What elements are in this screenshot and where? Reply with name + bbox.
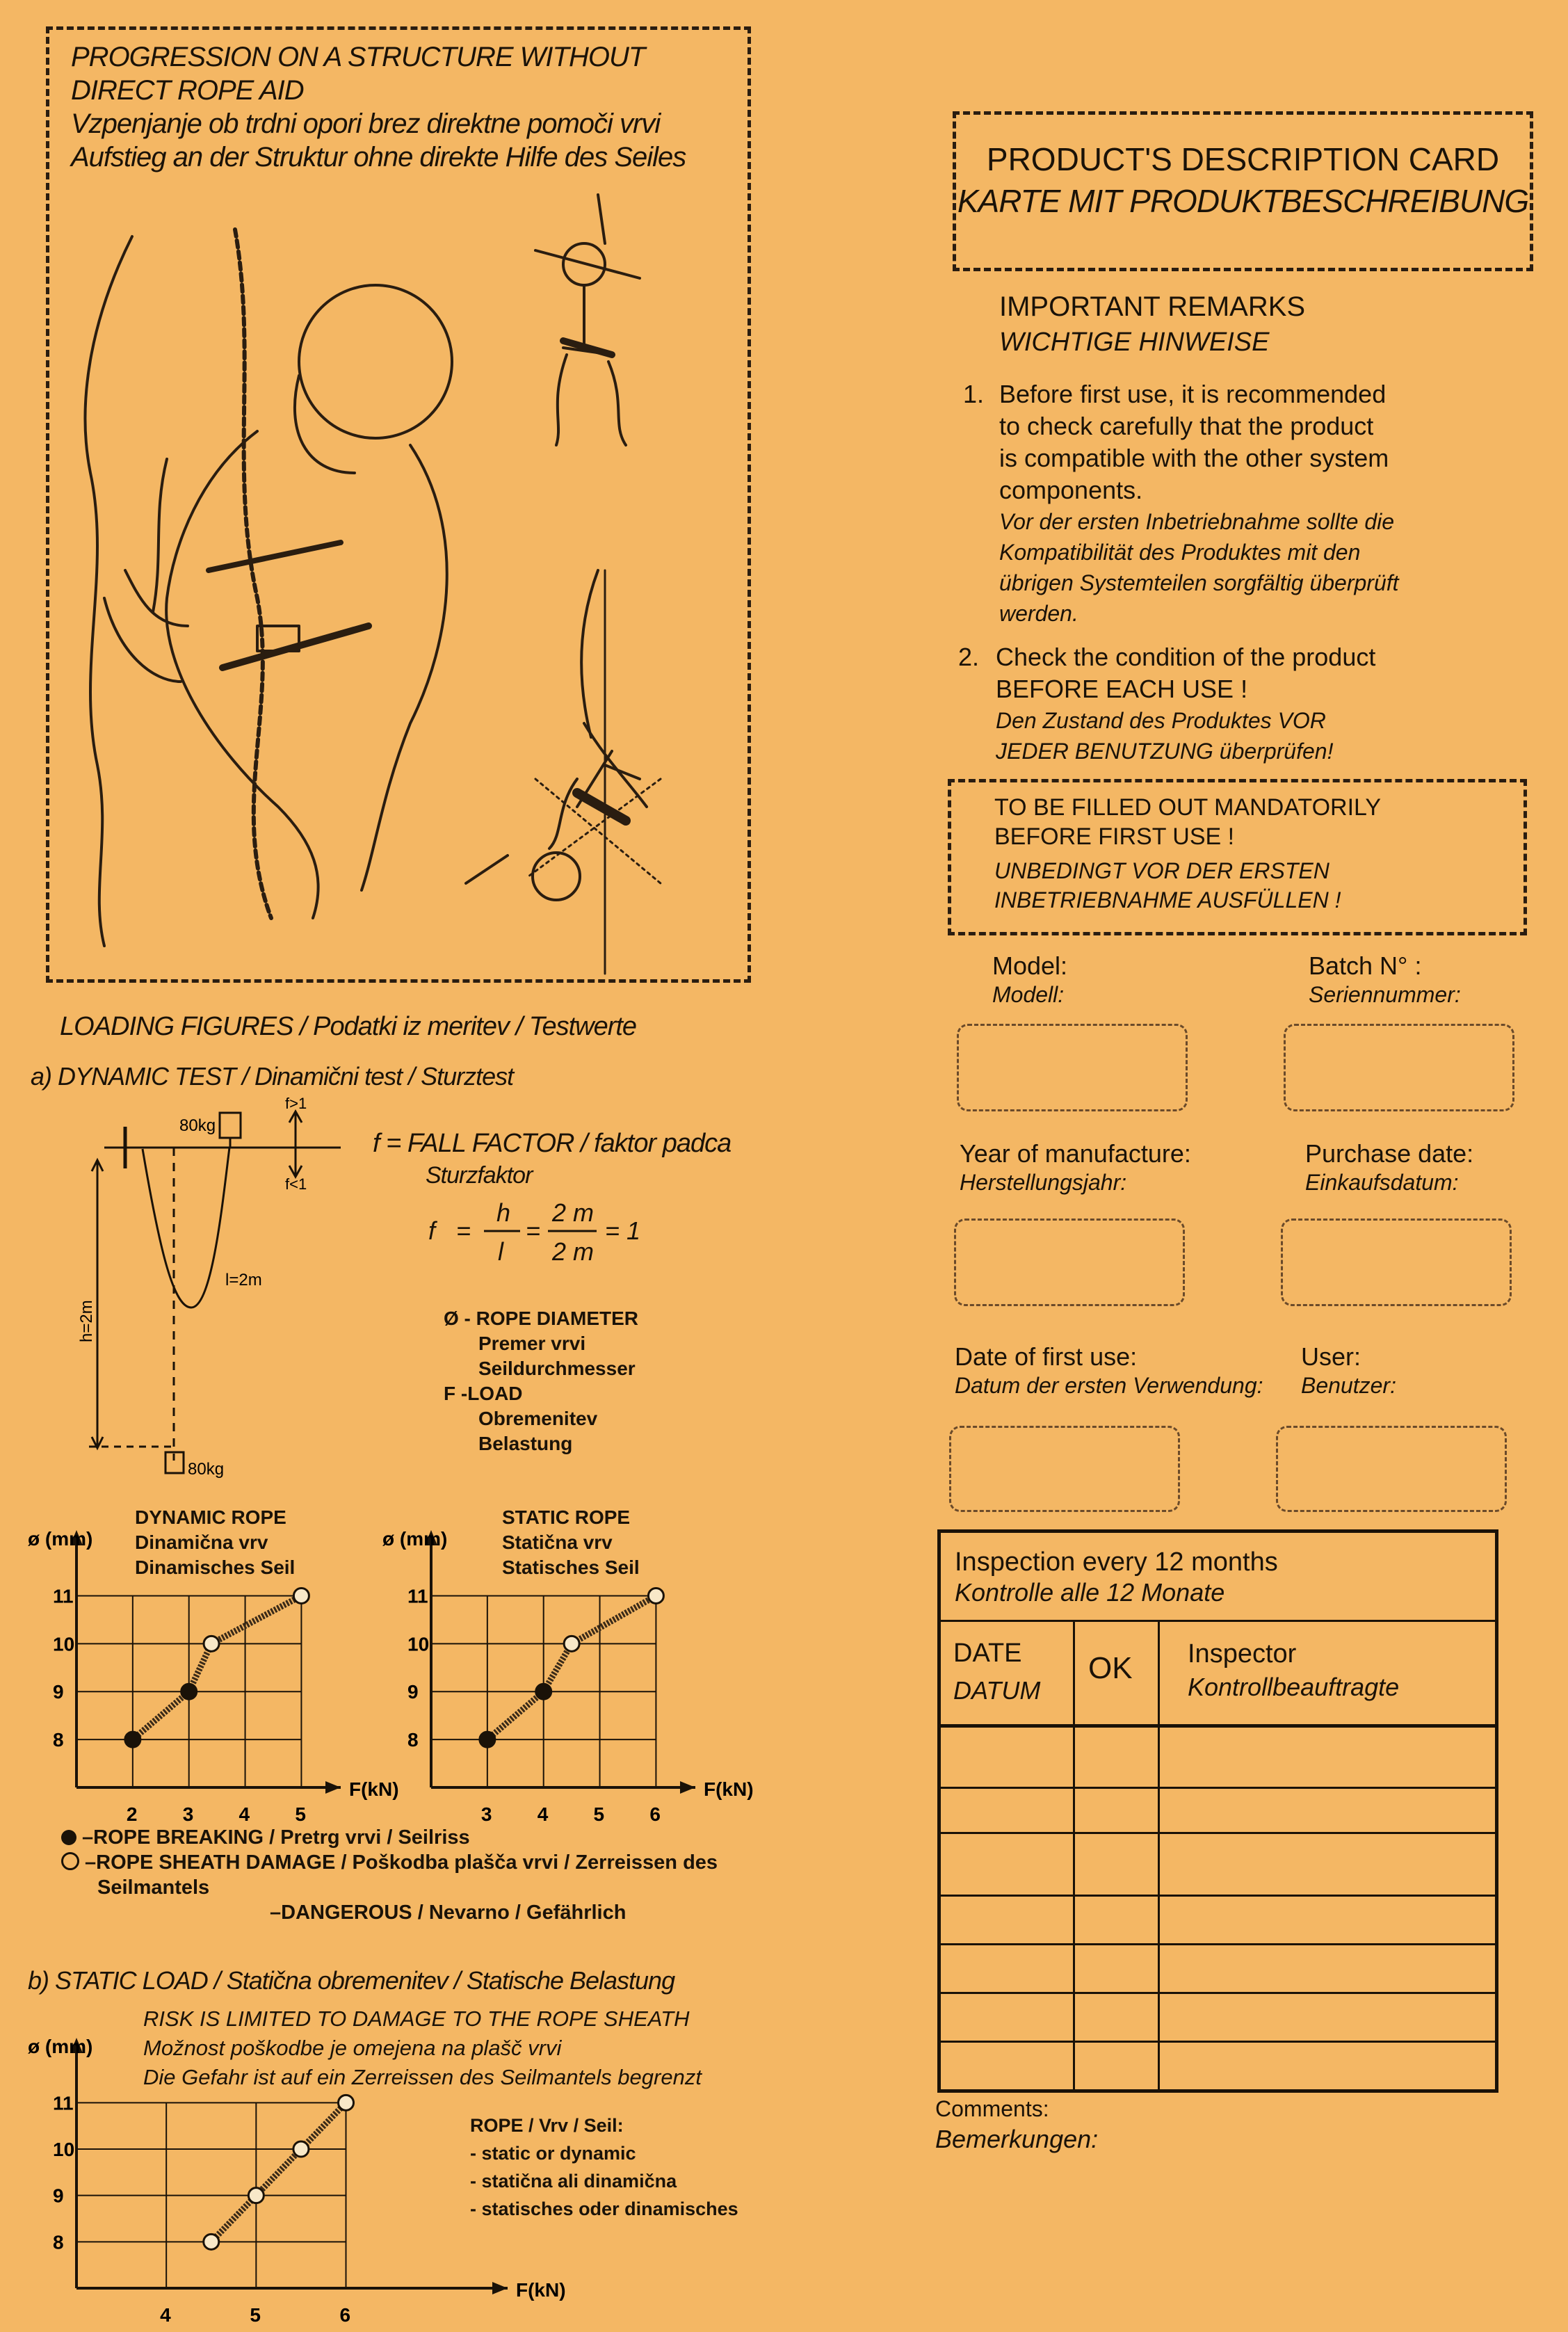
first-use-label-de: Datum der ersten Verwendung: xyxy=(955,1373,1263,1398)
x-tick-label: 2 xyxy=(126,1803,138,1825)
svg-text:2 m: 2 m xyxy=(552,1198,595,1227)
static-load-heading: b) STATIC LOAD / Statična obremenitev / Statische Belastung xyxy=(28,1966,675,1995)
x-tick-label: 3 xyxy=(182,1803,194,1825)
comments-label-en: Comments: xyxy=(935,2096,1049,2121)
remark-1-en-1: Before first use, it is recommended xyxy=(999,380,1387,408)
point-sheath-damage xyxy=(564,1636,579,1651)
point-sheath-damage xyxy=(339,2095,354,2110)
model-label xyxy=(992,951,1067,1008)
purchase-label-en: Purchase date: xyxy=(1305,1139,1474,1168)
user-label-en: User: xyxy=(1301,1342,1361,1371)
static-rope-chart xyxy=(382,1495,765,1843)
fall-diagram xyxy=(76,1095,369,1488)
chart2-title: STATIC ROPE xyxy=(502,1506,631,1528)
y-axis-label: ø (mm) xyxy=(382,1528,448,1550)
remark-2-de-2: JEDER BENUTZUNG überprüfen! xyxy=(996,739,1334,764)
f-less-label: f<1 xyxy=(285,1175,307,1193)
batch-label-en: Batch N° : xyxy=(1309,951,1422,980)
y-tick-label: 9 xyxy=(407,1681,419,1703)
point-rope-breaking xyxy=(536,1684,551,1699)
dynamic-test-heading: a) DYNAMIC TEST / Dinamični test / Sturztest xyxy=(31,1062,514,1091)
fall-factor-line1: f = FALL FACTOR / faktor padca xyxy=(373,1129,732,1158)
remark-1-num: 1. xyxy=(963,380,985,408)
mass-bottom-label: 80kg xyxy=(188,1460,225,1479)
x-tick-label: 6 xyxy=(339,2304,351,2326)
title-sl: Vzpenjanje ob trdni opori brez direktne pomoči vrvi xyxy=(71,108,661,139)
mandatory-box xyxy=(948,779,1527,935)
filled-dot-icon xyxy=(61,1830,76,1845)
point-sheath-damage xyxy=(204,2234,219,2249)
x-axis-label: F(kN) xyxy=(516,2279,566,2301)
model-field[interactable] xyxy=(957,1024,1188,1111)
remark-1-de-2: Kompatibilität des Produktes mit den xyxy=(999,540,1361,565)
batch-field[interactable] xyxy=(1284,1024,1514,1111)
open-dot-icon xyxy=(61,1852,79,1870)
remark-2 xyxy=(996,641,1496,766)
rope-types-title: ROPE / Vrv / Seil: xyxy=(470,2115,624,2136)
chart1-title: DYNAMIC ROPE xyxy=(135,1506,286,1528)
point-sheath-damage xyxy=(204,1636,219,1651)
remark-1-en-3: is compatible with the other system xyxy=(999,444,1389,472)
y-axis-label: ø (mm) xyxy=(28,1528,93,1550)
title-en: PROGRESSION ON A STRUCTURE WITHOUT DIRECT ROPE AID xyxy=(71,42,645,106)
chart2-subtitle-sl: Statična vrv xyxy=(502,1531,613,1553)
x-tick-label: 5 xyxy=(295,1803,306,1825)
l-label: l=2m xyxy=(225,1271,262,1289)
h-label: h=2m xyxy=(77,1300,96,1342)
y-tick-label: 10 xyxy=(53,2139,75,2160)
year-label xyxy=(960,1139,1191,1196)
legend-load-sl: Obremenitev xyxy=(478,1408,598,1429)
first-use-label xyxy=(955,1342,1263,1399)
mandatory-en-2: BEFORE FIRST USE ! xyxy=(994,823,1235,850)
point-rope-breaking xyxy=(181,1684,197,1699)
symbol-legend xyxy=(444,1306,708,1456)
rope-types xyxy=(470,2112,738,2223)
col-date-de: DATUM xyxy=(953,1676,1041,1705)
inspection-title-de: Kontrolle alle 12 Monate xyxy=(955,1578,1225,1607)
year-label-de: Herstellungsjahr: xyxy=(960,1170,1127,1195)
chart1-subtitle-sl: Dinamična vrv xyxy=(135,1531,268,1553)
remark-2-en-2: BEFORE EACH USE ! xyxy=(996,675,1248,703)
illustration-title xyxy=(71,40,725,174)
x-axis-arrow xyxy=(492,2282,508,2294)
risk-sl: Možnost poškodbe je omejena na plašč vrvi xyxy=(143,2036,562,2060)
remark-1-de-1: Vor der ersten Inbetriebnahme sollte die xyxy=(999,509,1395,534)
svg-text:l: l xyxy=(498,1237,503,1266)
remark-1-en-4: components. xyxy=(999,476,1143,504)
y-tick-label: 9 xyxy=(53,2185,64,2207)
remark-2-de-1: Den Zustand des Produktes VOR xyxy=(996,708,1326,733)
key-dangerous: –DANGEROUS / Nevarno / Gefährlich xyxy=(270,1901,627,1924)
svg-text:h: h xyxy=(496,1198,511,1227)
remarks-heading-de: WICHTIGE HINWEISE xyxy=(999,328,1270,357)
svg-text:=: = xyxy=(456,1216,471,1245)
svg-text:f: f xyxy=(428,1216,436,1245)
y-tick-label: 9 xyxy=(53,1681,64,1703)
remark-1-en-2: to check carefully that the product xyxy=(999,412,1374,440)
y-tick-label: 11 xyxy=(53,1585,74,1607)
risk-en: RISK IS LIMITED TO DAMAGE TO THE ROPE SHEATH xyxy=(143,2007,690,2031)
model-label-de: Modell: xyxy=(992,982,1065,1007)
col-date-header xyxy=(953,1634,1040,1709)
col-inspector-en: Inspector xyxy=(1188,1639,1297,1668)
batch-label xyxy=(1309,951,1461,1008)
x-axis-arrow xyxy=(680,1781,695,1794)
y-tick-label: 8 xyxy=(53,2231,64,2253)
inspection-title-en: Inspection every 12 months xyxy=(955,1547,1278,1577)
svg-text:= 1: = 1 xyxy=(605,1216,641,1245)
f-greater-label: f>1 xyxy=(285,1095,307,1112)
user-field[interactable] xyxy=(1276,1426,1507,1512)
fall-factor-formula xyxy=(424,1191,654,1274)
series-line xyxy=(487,1595,656,1739)
year-label-en: Year of manufacture: xyxy=(960,1139,1191,1168)
y-tick-label: 10 xyxy=(53,1633,75,1655)
point-sheath-damage xyxy=(293,2141,309,2157)
x-axis-arrow xyxy=(325,1781,341,1794)
title-de: Aufstieg an der Struktur ohne direkte Hilfe des Seiles xyxy=(71,142,686,172)
y-tick-label: 11 xyxy=(53,2092,74,2114)
risk-de: Die Gefahr ist auf ein Zerreissen des Seilmantels begrenzt xyxy=(143,2065,702,2089)
svg-text:=: = xyxy=(526,1216,541,1245)
x-axis-label: F(kN) xyxy=(349,1778,399,1800)
inspection-title xyxy=(955,1547,1278,1608)
y-tick-label: 11 xyxy=(407,1585,428,1607)
svg-text:2 m: 2 m xyxy=(552,1237,595,1266)
remark-2-en-1: Check the condition of the product xyxy=(996,643,1376,671)
x-tick-label: 6 xyxy=(649,1803,661,1825)
x-tick-label: 4 xyxy=(160,2304,171,2326)
rope-types-c: - statisches oder dinamisches xyxy=(470,2198,738,2219)
series-line xyxy=(211,2102,346,2242)
mandatory-de-1: UNBEDINGT VOR DER ERSTEN xyxy=(994,858,1329,883)
remark-1-de-3: übrigen Systemteilen sorgfältig überprüft xyxy=(999,570,1399,595)
mandatory-en-1: TO BE FILLED OUT MANDATORILY xyxy=(994,794,1382,821)
y-axis-label: ø (mm) xyxy=(28,2036,93,2057)
year-field[interactable] xyxy=(954,1219,1185,1306)
y-tick-label: 10 xyxy=(407,1633,430,1655)
purchase-field[interactable] xyxy=(1281,1219,1512,1306)
legend-rope-diameter: Ø - ROPE DIAMETER xyxy=(444,1308,639,1329)
card-title-box xyxy=(953,111,1533,271)
mandatory-de-2: INBETRIEBNAHME AUSFÜLLEN ! xyxy=(994,887,1341,912)
legend-load-de: Belastung xyxy=(478,1433,573,1454)
first-use-label-en: Date of first use: xyxy=(955,1342,1138,1371)
marker-key xyxy=(61,1825,729,1925)
legend-load: F -LOAD xyxy=(444,1383,523,1404)
remark-1 xyxy=(999,378,1500,629)
col-ok-header: OK xyxy=(1088,1651,1133,1685)
batch-label-de: Seriennummer: xyxy=(1309,982,1461,1007)
x-axis-label: F(kN) xyxy=(704,1778,754,1800)
dynamic-rope-chart xyxy=(21,1495,399,1843)
card-title-de: KARTE MIT PRODUKTBESCHREIBUNG xyxy=(957,183,1529,219)
card-title-en: PRODUCT'S DESCRIPTION CARD xyxy=(986,141,1500,177)
point-sheath-damage xyxy=(248,2188,264,2203)
model-label-en: Model: xyxy=(992,951,1068,980)
first-use-field[interactable] xyxy=(949,1426,1180,1512)
x-tick-label: 4 xyxy=(239,1803,250,1825)
user-label-de: Benutzer: xyxy=(1301,1373,1396,1398)
chart1-subtitle-de: Dinamisches Seil xyxy=(135,1557,296,1578)
x-tick-label: 3 xyxy=(480,1803,492,1825)
user-label xyxy=(1301,1342,1396,1399)
comments-label-de: Bemerkungen: xyxy=(935,2125,1099,2153)
purchase-label xyxy=(1305,1139,1473,1196)
chart-grid xyxy=(76,2102,346,2288)
key-sheath: –ROPE SHEATH DAMAGE / Poškodba plašča vrvi / Zerreissen des Seilmantels xyxy=(61,1850,729,1900)
x-tick-label: 5 xyxy=(593,1803,605,1825)
remark-2-num: 2. xyxy=(958,643,980,671)
x-tick-label: 4 xyxy=(537,1803,549,1825)
point-sheath-damage xyxy=(293,1588,309,1603)
purchase-label-de: Einkaufsdatum: xyxy=(1305,1170,1459,1195)
rope-types-a: - static or dynamic xyxy=(470,2143,636,2164)
mass-top-label: 80kg xyxy=(179,1116,216,1135)
rope-types-b: - statična ali dinamična xyxy=(470,2171,677,2192)
y-tick-label: 8 xyxy=(407,1729,419,1751)
series-line xyxy=(133,1595,302,1739)
legend-rope-diameter-sl: Premer vrvi xyxy=(478,1333,586,1354)
remarks-heading-en: IMPORTANT REMARKS xyxy=(999,291,1306,322)
x-tick-label: 5 xyxy=(250,2304,261,2326)
key-breaking: –ROPE BREAKING / Pretrg vrvi / Seilriss xyxy=(61,1825,729,1850)
inspection-table xyxy=(937,1529,1498,2093)
chart2-subtitle-de: Statisches Seil xyxy=(502,1557,640,1578)
loading-figures-heading: LOADING FIGURES / Podatki iz meritev / Testwerte xyxy=(60,1012,637,1041)
fall-factor-line2: Sturzfaktor xyxy=(426,1162,533,1189)
climber-illustration xyxy=(49,181,744,974)
point-rope-breaking xyxy=(125,1732,140,1747)
point-rope-breaking xyxy=(480,1732,495,1747)
y-tick-label: 8 xyxy=(53,1729,64,1751)
remark-1-de-4: werden. xyxy=(999,601,1078,626)
col-inspector-de: Kontrollbeauftragte xyxy=(1188,1673,1400,1701)
col-inspector-header xyxy=(1188,1637,1399,1704)
legend-rope-diameter-de: Seildurchmesser xyxy=(478,1358,636,1379)
col-date-en: DATE xyxy=(953,1639,1022,1668)
point-sheath-damage xyxy=(648,1588,663,1603)
